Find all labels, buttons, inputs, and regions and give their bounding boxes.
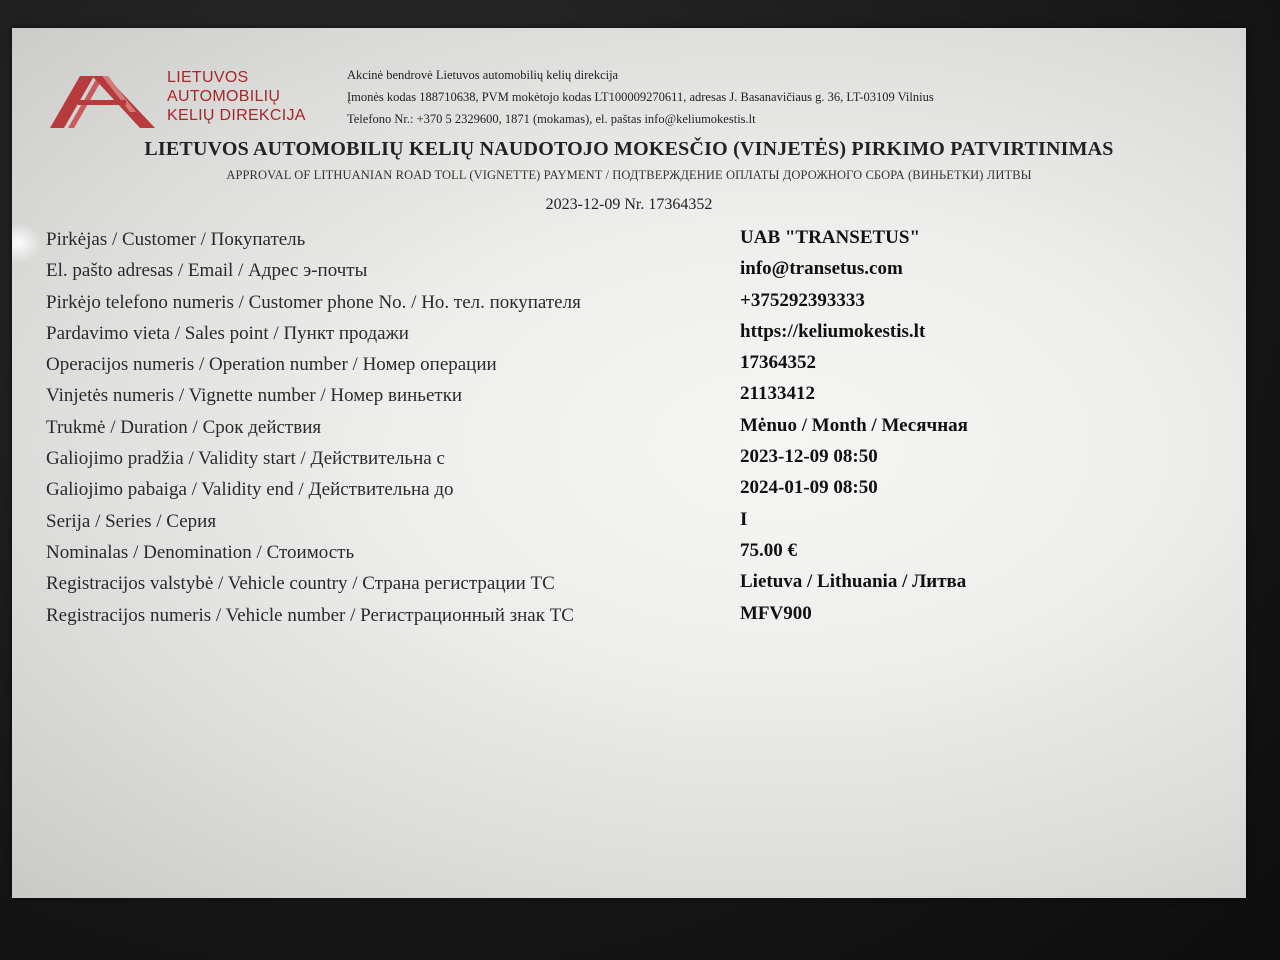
field-value: 75.00 € [740, 539, 797, 561]
field-value: 17364352 [740, 352, 816, 374]
field-duration [46, 413, 1226, 444]
field-label: Operacijos numeris / Operation number / Номер операции [46, 354, 497, 376]
document-title: LIETUVOS AUTOMOBILIŲ KELIŲ NAUDOTOJO MOKESČIO (VINJETĖS) PIRKIMO PATVIRTINIMAS [144, 138, 1114, 160]
field-label: El. pašto adresas / Email / Адрес э-почты [46, 260, 368, 282]
company-name: Akcinė bendrovė Lietuvos automobilių kelių direkcija [347, 68, 619, 82]
field-vignette-number [46, 381, 1226, 412]
field-vehicle-number [46, 601, 1226, 632]
field-label: Serija / Series / Серия [46, 510, 217, 532]
company-info [347, 64, 934, 130]
field-value: Lietuva / Lithuania / Литва [740, 571, 967, 593]
field-value: 2024-01-09 08:50 [740, 477, 878, 499]
company-contacts: Telefono Nr.: +370 5 2329600, 1871 (mokamas), el. paštas info@keliumokestis.lt [347, 112, 756, 126]
field-label: Pirkėjas / Customer / Покупатель [46, 229, 306, 250]
field-label: Pirkėjo telefono numeris / Customer phone No. / Но. тел. покупателя [46, 291, 581, 313]
company-codes-address: Įmonės kodas 188710638, PVM mokėtojo kodas LT100009270611, adresas J. Basanavičiaus g. 36, LT-03109 Vilnius [347, 90, 934, 104]
field-label: Galiojimo pabaiga / Validity end / Действительна до [46, 479, 454, 501]
field-label: Registracijos valstybė / Vehicle country / Страна регистрации ТС [46, 573, 555, 595]
field-value: info@transetus.com [740, 258, 903, 280]
document-subtitle: APPROVAL OF LITHUANIAN ROAD TOLL (VIGNETTE) PAYMENT / ПОДТВЕРЖДЕНИЕ ОПЛАТЫ ДОРОЖНОГО СБОРА (ВИНЬЕТКИ) ЛИТВЫ [226, 168, 1032, 182]
field-label: Nominalas / Denomination / Стоимость [46, 541, 355, 563]
field-value: Mėnuo / Month / Месячная [740, 414, 968, 436]
logo-line-3: KELIŲ DIREKCIJA [167, 107, 306, 124]
field-validity-end [46, 475, 1226, 506]
field-label: Pardavimo vieta / Sales point / Пункт продажи [46, 322, 409, 344]
field-series [46, 507, 1226, 538]
field-value: 2023-12-09 08:50 [740, 446, 878, 468]
field-label: Galiojimo pradžia / Validity start / Действительна с [46, 448, 445, 470]
field-value: https://keliumokestis.lt [740, 320, 926, 342]
field-vehicle-country [46, 569, 1226, 600]
road-logo-icon [50, 72, 155, 128]
field-validity-start [46, 444, 1226, 475]
field-label: Registracijos numeris / Vehicle number / Регистрационный знак ТС [46, 604, 574, 626]
field-value: 21133412 [740, 383, 815, 405]
field-label: Trukmė / Duration / Срок действия [46, 416, 322, 438]
field-email [46, 256, 1226, 287]
field-phone [46, 288, 1226, 319]
logo-wordmark [167, 68, 306, 125]
field-value: MFV900 [740, 602, 812, 624]
field-customer [46, 225, 1226, 256]
field-sales-point [46, 319, 1226, 350]
logo-line-1: LIETUVOS [167, 69, 249, 86]
document-page [12, 28, 1246, 898]
field-value: I [740, 508, 748, 530]
logo-line-2: AUTOMOBILIŲ [167, 88, 281, 105]
document-number: 2023-12-09 Nr. 17364352 [545, 196, 713, 213]
field-value: +375292393333 [740, 289, 865, 311]
screen-glare [12, 223, 42, 263]
fields-list [46, 225, 1226, 632]
field-denomination [46, 538, 1226, 569]
field-value: UAB "TRANSETUS" [740, 227, 920, 248]
field-label: Vinjetės numeris / Vignette number / Номер виньетки [46, 385, 463, 407]
field-operation-number [46, 350, 1226, 381]
